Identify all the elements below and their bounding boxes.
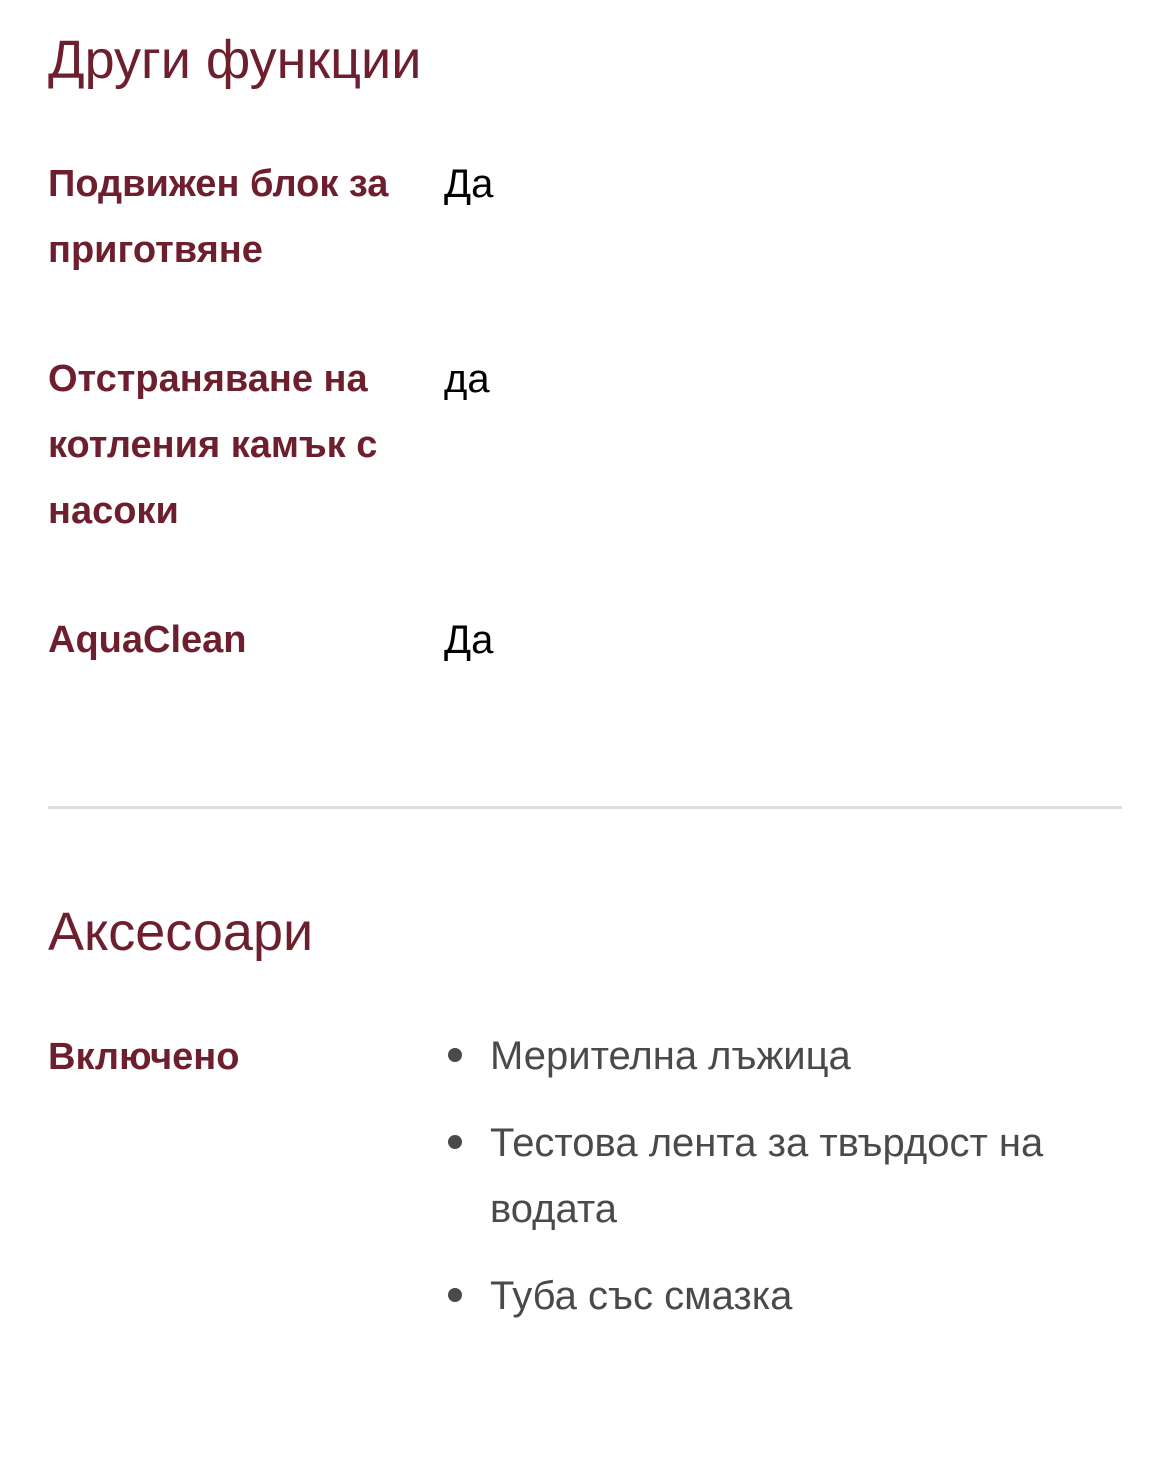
list-item-text: Мерителна лъжица (490, 1034, 851, 1078)
spec-label-descaling: Отстраняване на котления камък с насоки (48, 358, 378, 532)
spec-label-included: Включено (48, 1036, 240, 1078)
spec-label-brew-unit: Подвижен блок за приготвяне (48, 163, 389, 271)
spec-label-aquaclean: AquaClean (48, 619, 247, 661)
section-title-other-functions: Други функции (48, 30, 422, 90)
included-accessories-list (444, 1023, 1134, 1350)
spec-value-aquaclean: Да (444, 618, 494, 662)
list-item (444, 1023, 1134, 1089)
bullet-dot-icon (448, 1048, 462, 1062)
list-item (444, 1110, 1134, 1242)
spec-value-brew-unit: Да (444, 162, 494, 206)
list-item-text: Туба със смазка (490, 1274, 793, 1318)
section-title-accessories: Аксесоари (48, 902, 314, 962)
list-item (444, 1263, 1134, 1329)
section-divider (48, 806, 1122, 809)
spec-value-descaling: да (444, 357, 490, 401)
bullet-dot-icon (448, 1135, 462, 1149)
list-item-text: Тестова лента за твърдост на водата (490, 1121, 1044, 1231)
bullet-dot-icon (448, 1288, 462, 1302)
